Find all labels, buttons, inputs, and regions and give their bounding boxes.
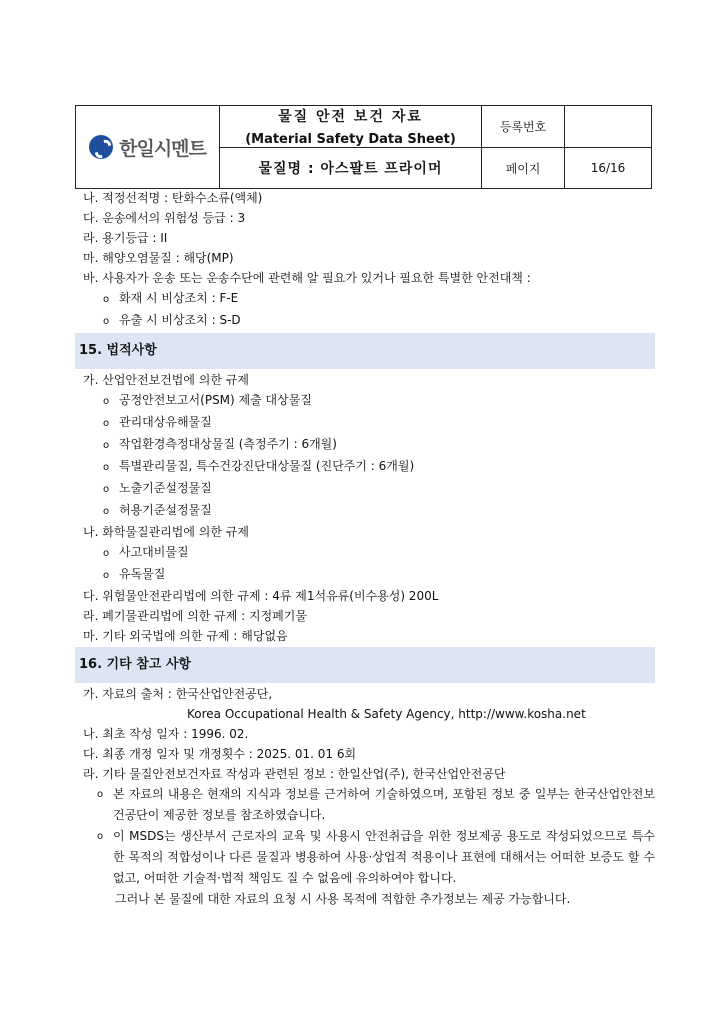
other-info: 라. 기타 물질안전보건자료 작성과 관련된 정보 : 한일산업(주), 한국산업안전공단 xyxy=(83,767,506,781)
list-item: ο 작업환경측정대상물질 (측정주기 : 6개월) xyxy=(75,434,655,456)
msds-header-table xyxy=(75,105,652,189)
list-item: ο 특별관리물질, 특수건강진단대상물질 (진단주기 : 6개월) xyxy=(75,456,655,478)
document-title-cell xyxy=(220,106,482,148)
last-revision-date: 다. 최종 개정 일자 및 개정횟수 : 2025. 01. 01 6회 xyxy=(83,747,357,761)
note-item: ο 이 MSDS는 생산부서 근로자의 교육 및 사용시 안전취급을 위한 정보제공 용도로 작성되었으므로 특수한 목적의 적합성이나 다른 물질과 병용하여 사용·상업적 적용이나 표현에 대해서는 어떠한 보증도 할 수 없고, 어떠한 기술적·법적 책임도 질 수 없음에 유의하여야 합니다. xyxy=(75,826,655,889)
list-item: ο 허용기준설정물질 xyxy=(75,500,655,522)
product-name: 물질명 : 아스팔트 프라이머 xyxy=(220,148,482,189)
list-item: ο 유출 시 비상조치 : S-D xyxy=(75,310,655,332)
bullet-icon: ο xyxy=(97,831,104,842)
transport-item: 다. 운송에서의 위험성 등급 : 3 xyxy=(83,211,246,225)
document-title-en: (Material Safety Data Sheet) xyxy=(245,132,456,147)
list-item: ο 관리대상유해물질 xyxy=(75,412,655,434)
first-created-date: 나. 최초 작성 일자 : 1996. 02. xyxy=(83,727,249,741)
bullet-icon: ο xyxy=(103,440,110,451)
section-heading-16: 16. 기타 참고 사항 xyxy=(75,647,655,683)
company-logo-icon xyxy=(89,135,113,159)
company-logo xyxy=(76,134,219,161)
bullet-icon: ο xyxy=(103,506,110,517)
regulation-item: 라. 폐기물관리법에 의한 규제 : 지정폐기물 xyxy=(83,609,307,623)
list-item: ο 유독물질 xyxy=(75,564,655,586)
registration-value xyxy=(565,106,652,148)
transport-item: 나. 적정선적명 : 탄화수소류(액체) xyxy=(83,191,263,205)
regulation-heading: 가. 산업안전보건법에 의한 규제 xyxy=(83,373,249,387)
bullet-icon: ο xyxy=(103,462,110,473)
regulation-heading: 나. 화학물질관리법에 의한 규제 xyxy=(83,525,249,539)
note-item: ο 본 자료의 내용은 현재의 지식과 정보를 근거하여 기술하였으며, 포함된 정보 중 일부는 한국산업안전보건공단이 제공한 정보를 참조하였습니다. xyxy=(75,784,655,826)
transport-item: 라. 용기등급 : II xyxy=(83,231,168,245)
regulation-item: 마. 기타 외국법에 의한 규제 : 해당없음 xyxy=(83,629,288,643)
document-title-ko: 물질 안전 보건 자료 xyxy=(278,109,423,125)
bullet-icon: ο xyxy=(103,484,110,495)
registration-label: 등록번호 xyxy=(482,106,565,148)
document-body xyxy=(75,188,655,910)
bullet-icon: ο xyxy=(103,548,110,559)
transport-item: 마. 해양오염물질 : 해당(MP) xyxy=(83,251,234,265)
bullet-icon: ο xyxy=(103,396,110,407)
bullet-icon: ο xyxy=(103,294,110,305)
list-item: ο 공정안전보고서(PSM) 제출 대상물질 xyxy=(75,390,655,412)
source-line: 가. 자료의 출처 : 한국산업안전공단, xyxy=(83,687,273,701)
list-item: ο 화재 시 비상조치 : F-E xyxy=(75,288,655,310)
page-label: 페이지 xyxy=(482,148,565,189)
transport-item: 바. 사용자가 운송 또는 운송수단에 관련해 알 필요가 있거나 필요한 특별한 안전대책 : xyxy=(83,271,531,285)
list-item: ο 노출기준설정물질 xyxy=(75,478,655,500)
company-logo-cell xyxy=(76,106,220,189)
bullet-icon: ο xyxy=(103,418,110,429)
bullet-icon: ο xyxy=(97,789,104,800)
company-name: 한일시멘트 xyxy=(119,137,206,160)
list-item: ο 사고대비물질 xyxy=(75,542,655,564)
closing-note: 그러나 본 물질에 대한 자료의 요청 시 사용 목적에 적합한 추가정보는 제공 가능합니다. xyxy=(115,892,571,906)
section-heading-15: 15. 법적사항 xyxy=(75,333,655,369)
bullet-icon: ο xyxy=(103,570,110,581)
regulation-item: 다. 위험물안전관리법에 의한 규제 : 4류 제1석유류(비수용성) 200L xyxy=(83,589,439,603)
page-number: 16/16 xyxy=(565,148,652,189)
source-line-en: Korea Occupational Health & Safety Agency, http://www.kosha.net xyxy=(187,707,586,721)
bullet-icon: ο xyxy=(103,316,110,327)
